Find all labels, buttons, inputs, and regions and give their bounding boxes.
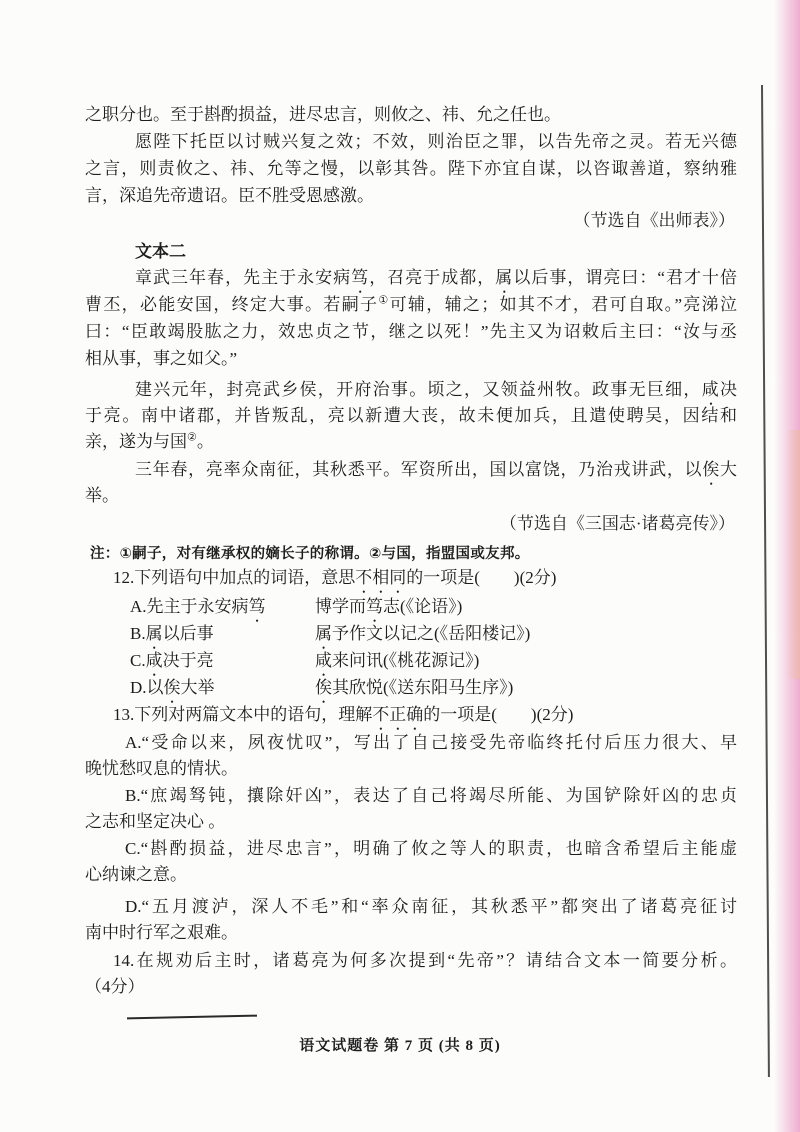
question-13-option-a-cont: 晚忧愁叹息的情状。 [85, 759, 238, 778]
text2-line: 亲，遂为与国②。 [85, 431, 214, 451]
question-13-option-b: B.“庶竭驽钝，攘除奸凶”，表达了自己将竭尽所能、为国铲除奸凶的忠贞 [125, 786, 737, 805]
question-13-option-d-cont: 南中时行军之艰难。 [85, 923, 238, 942]
question-12-option-b [85, 622, 737, 646]
option-a-right: 博学而笃志(《论语》) [315, 597, 463, 616]
option-b-right: 属予作文以记之(《岳阳楼记》) [315, 624, 531, 643]
question-14-points: （4分） [85, 977, 145, 996]
option-a-left: A.先主于永安病笃 [130, 597, 266, 616]
text2-line: 于亮。南中诸郡，并皆叛乱，亮以新遭大丧，故未便加兵，且遣使聘吴，因结和 [85, 406, 737, 425]
scan-edge-peach-tint [786, 430, 800, 679]
source-citation-sanguozhi: （节选自《三国志·诸葛亮传》） [499, 514, 735, 533]
text2-line: 曰：“臣敢竭股肱之力，效忠贞之节，继之以死！”先主又为诏敕后主曰：“汝与丞 [85, 322, 737, 341]
text1-line: 愿陛下托臣以讨贼兴复之效；不效，则治臣之罪，以告先帝之灵。若无兴德 [135, 132, 737, 151]
option-d-left: D.以俟大举 [130, 678, 215, 697]
page-footer: 语文试题卷 第 7 页 (共 8 页) [299, 1038, 501, 1054]
text2-heading: 文本二 [135, 242, 186, 261]
question-13-option-a: A.“受命以来，夙夜忧叹”，写出了自己接受先帝临终托付后压力很大、早 [125, 733, 737, 752]
option-c-right: 咸来问讯(《桃花源记》) [315, 651, 480, 670]
text2-line: 举。 [85, 486, 119, 505]
question-13-option-d: D.“五月渡泸，深人不毛”和“率众南征，其秋悉平”都突出了诸葛亮征讨 [125, 897, 737, 916]
option-d-right: 俟其欣悦(《送东阳马生序》) [315, 678, 514, 697]
source-citation-chushibiao: （节选自《出师表》） [573, 211, 735, 230]
answer-blank-line [127, 1015, 257, 1020]
scan-page-edge-line [761, 85, 770, 1077]
text2-line: 建兴元年，封亮武乡侯，开府治事。顷之，又领益州牧。政事无巨细，咸决 [135, 380, 737, 399]
question-14-stem: 14.在规劝后主时，诸葛亮为何多次提到“先帝”？请结合文本一简要分析。 [113, 951, 737, 970]
question-13-stem: 13.下列对两篇文本中的语句，理解不正确的一项是( )(2分) [113, 705, 574, 724]
text1-line: 之言，则责攸之、祎、允等之慢，以彰其咎。陛下亦宜自谋，以咨诹善道，察纳雅 [85, 159, 737, 178]
text1-line: 之职分也。至于斟酌损益，进尽忠言，则攸之、祎、允之任也。 [85, 105, 561, 124]
option-c-left: C.咸决于亮 [130, 651, 214, 670]
option-b-left: B.属以后事 [130, 624, 214, 643]
text2-line: 章武三年春，先主于永安病笃，召亮于成都，属以后事，谓亮曰：“君才十倍 [135, 268, 738, 287]
question-13-option-c-cont: 心纳谏之意。 [85, 865, 187, 884]
question-12-stem: 12.下列语句中加点的词语，意思不相同的一项是( )(2分) [113, 568, 557, 587]
question-12-option-c [85, 649, 737, 673]
footnote: 注：①嗣子，对有继承权的嫡长子的称谓。②与国，指盟国或友邦。 [90, 546, 530, 562]
question-12-option-d [85, 676, 737, 700]
scan-edge-pink-band [774, 0, 800, 1132]
text2-line: 三年春，亮率众南征，其秋悉平。军资所出，国以富饶，乃治戎讲武，以俟大 [135, 460, 738, 479]
question-13-option-c: C.“斟酌损益，进尽忠言”，明确了攸之等人的职责，也暗含希望后主能虚 [125, 839, 737, 858]
text1-line: 言，深追先帝遗诏。臣不胜受恩感激。 [85, 186, 374, 205]
text2-line: 曹丕，必能安国，终定大事。若嗣子①可辅，辅之；如其不才，君可自取。”亮涕泣 [85, 294, 737, 314]
question-12-option-a [85, 595, 737, 619]
question-13-option-b-cont: 之志和坚定决心 。 [85, 812, 226, 831]
text2-line: 相从事，事之如父。” [85, 349, 238, 368]
